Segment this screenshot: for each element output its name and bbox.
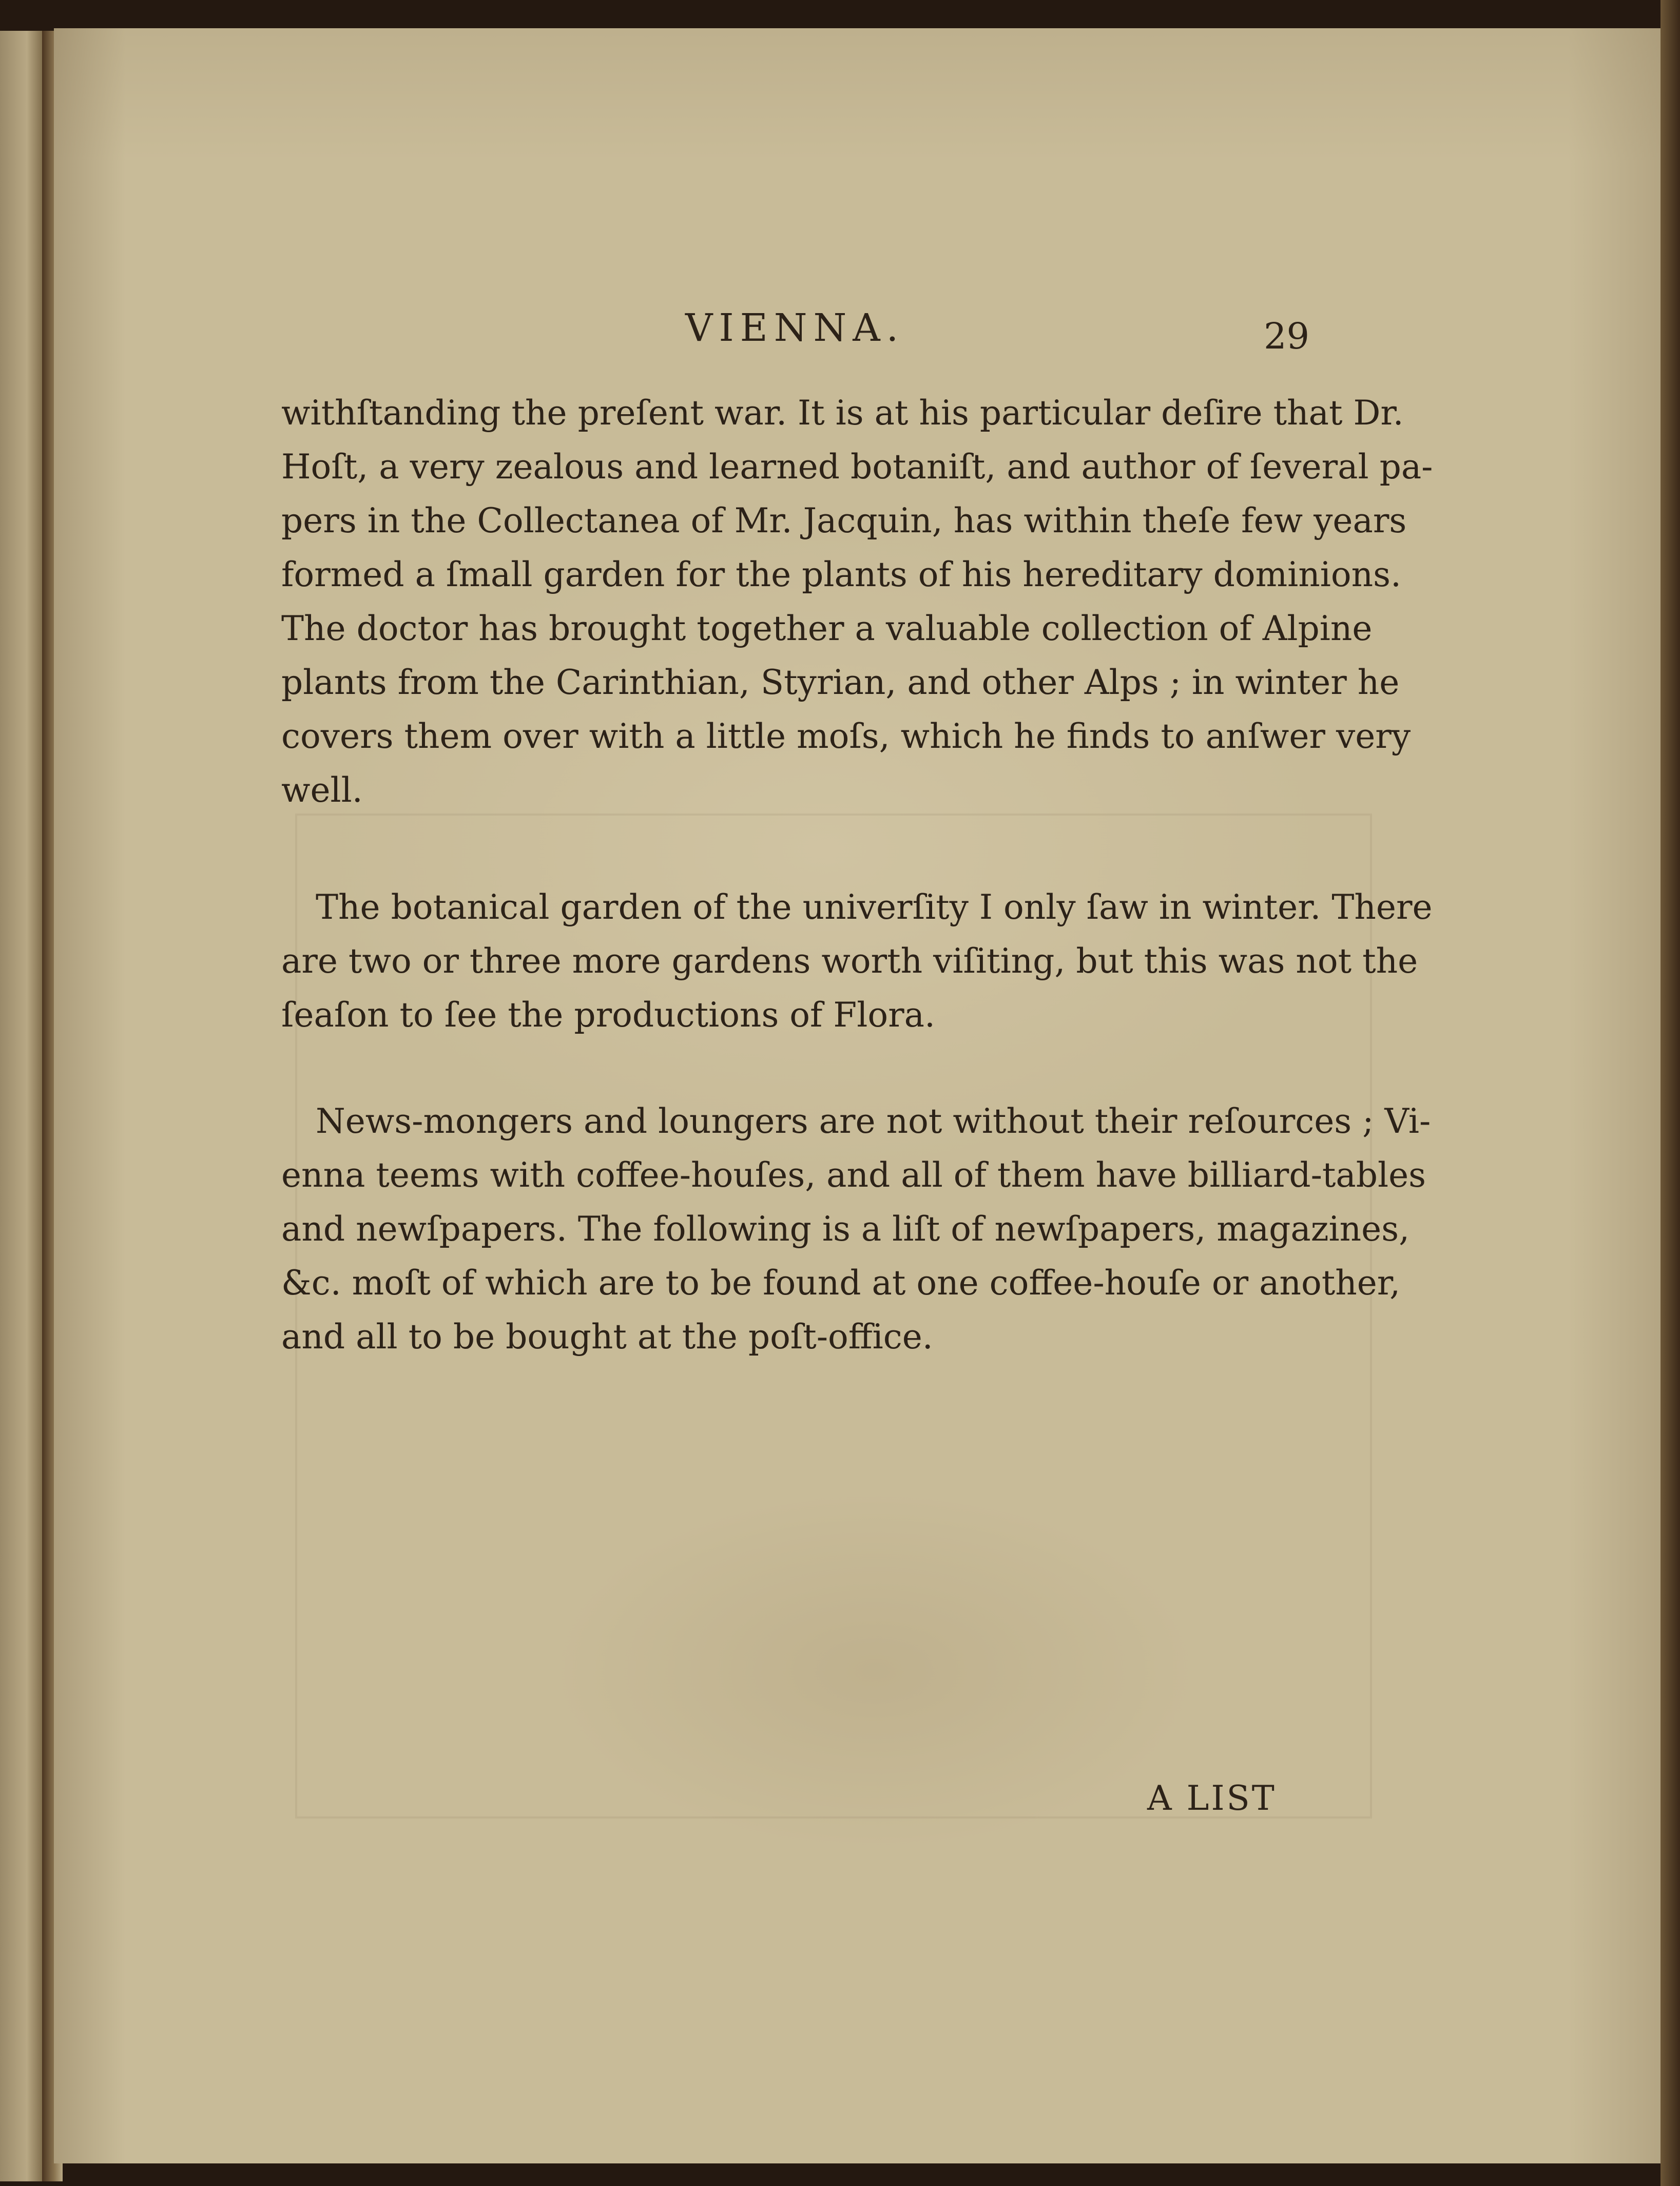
facing-page-edge	[0, 31, 49, 2181]
text-line: and newſpapers. The following is a liſt of newſpapers, magazines,	[281, 1209, 1410, 1249]
running-head: VIENNA.	[685, 306, 905, 350]
page-number: 29	[1264, 315, 1310, 357]
text-line: formed a ſmall garden for the plants of his hereditary dominions.	[281, 555, 1401, 594]
text-line: News-mongers and loungers are not without their reſources ; Vi-	[316, 1101, 1431, 1141]
text-line: are two or three more gardens worth viſiting, but this was not the	[281, 941, 1418, 981]
text-line: enna teems with coffee-houſes, and all of them have billiard-tables	[281, 1155, 1426, 1195]
text-line: plants from the Carinthian, Styrian, and other Alps ; in winter he	[281, 663, 1400, 702]
text-line: Hoſt, a very zealous and learned botaniſt, and author of ſeveral pa-	[281, 447, 1433, 487]
text-line: and all to be bought at the poſt-office.	[281, 1317, 933, 1357]
text-line: The botanical garden of the univerſity I only ſaw in winter. There	[316, 887, 1433, 927]
text-line: withſtanding the preſent war. It is at his particular deſire that Dr.	[281, 393, 1404, 433]
text-line: ſeaſon to ſee the productions of Flora.	[281, 995, 935, 1035]
catchword: A LIST	[1147, 1778, 1277, 1818]
text-line: The doctor has brought together a valuable collection of Alpine	[281, 609, 1373, 648]
text-line: covers them over with a little moſs, which he finds to anſwer very	[281, 717, 1411, 756]
book-cover-edge	[1660, 0, 1680, 2186]
text-line: &c. moſt of which are to be found at one coffee-houſe or another,	[281, 1263, 1401, 1303]
text-line: well.	[281, 770, 363, 810]
text-line: pers in the Collectanea of Mr. Jacquin, has within theſe few years	[281, 501, 1407, 540]
